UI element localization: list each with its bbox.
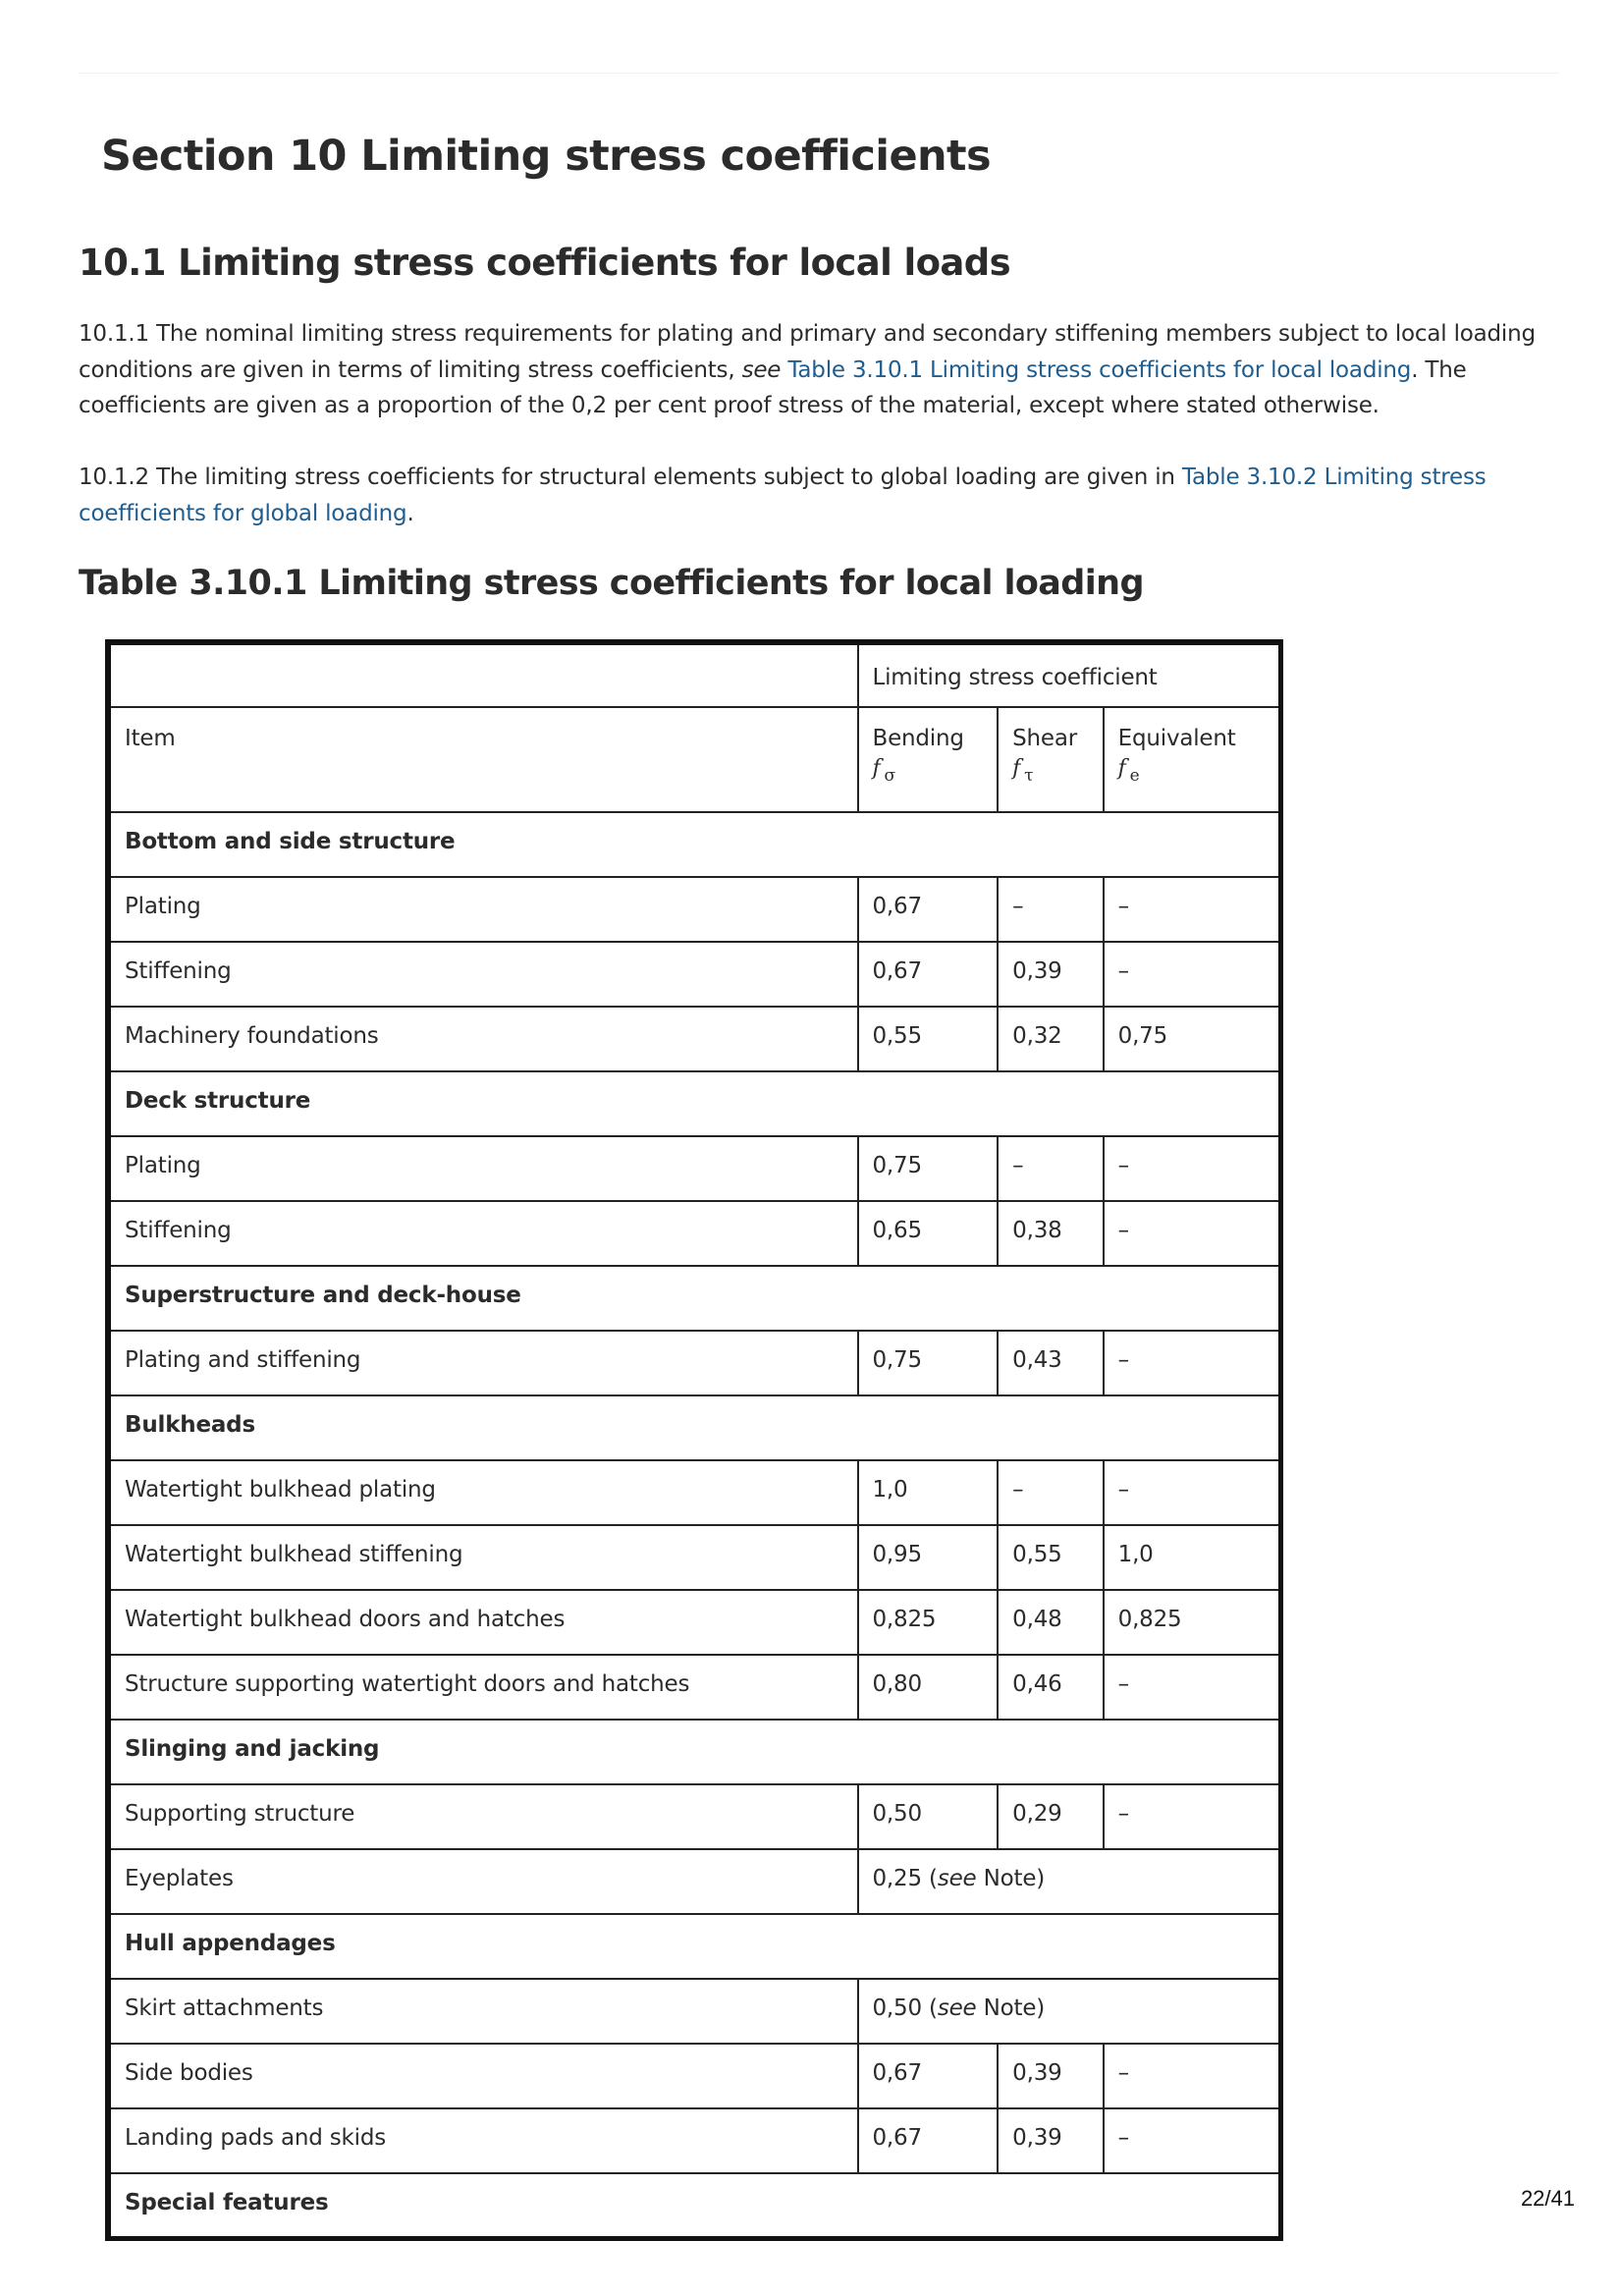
subsection-title: 10.1 Limiting stress coefficients for local loads bbox=[79, 242, 1011, 284]
paragraph-10-1-2 bbox=[79, 460, 1571, 531]
table-row bbox=[108, 942, 1281, 1007]
table-header-row-2 bbox=[108, 707, 1281, 812]
group-heading: Slinging and jacking bbox=[108, 1720, 1281, 1784]
para1-text-after: . The coefficients are given as a proportion of the 0,2 per cent proof stress of the material, except where stated otherwise. bbox=[79, 356, 1467, 418]
equivalent-cell: – bbox=[1104, 1136, 1281, 1201]
equivalent-cell: 0,825 bbox=[1104, 1590, 1281, 1655]
equivalent-header bbox=[1104, 707, 1281, 812]
table-row bbox=[108, 1201, 1281, 1266]
group-row bbox=[108, 2173, 1281, 2238]
bending-label: Bending bbox=[872, 726, 964, 751]
note-word: Note bbox=[983, 1866, 1037, 1891]
item-cell: Plating and stiffening bbox=[108, 1331, 858, 1395]
merged-value: 0,50 bbox=[872, 1995, 922, 2021]
shear-cell: 0,29 bbox=[998, 1784, 1103, 1849]
table-row bbox=[108, 1136, 1281, 1201]
equivalent-symbol-f: f bbox=[1117, 756, 1126, 781]
item-cell: Plating bbox=[108, 877, 858, 942]
link-table-3-10-2[interactable]: Table 3.10.2 Limiting stress coefficients for global loading bbox=[79, 465, 1487, 526]
bending-cell: 0,80 bbox=[858, 1655, 999, 1720]
equivalent-cell: 1,0 bbox=[1104, 1525, 1281, 1590]
shear-cell: 0,39 bbox=[998, 2044, 1103, 2108]
equivalent-cell: – bbox=[1104, 1655, 1281, 1720]
table-row bbox=[108, 1460, 1281, 1525]
item-cell: Machinery foundations bbox=[108, 1007, 858, 1071]
shear-cell: 0,46 bbox=[998, 1655, 1103, 1720]
bending-cell: 0,67 bbox=[858, 2108, 999, 2173]
para2-text: 10.1.2 The limiting stress coefficients for structural elements subject to global loading are given in bbox=[79, 465, 1182, 490]
bending-symbol bbox=[873, 753, 984, 785]
equivalent-cell: – bbox=[1104, 2044, 1281, 2108]
table-header-row-1 bbox=[108, 642, 1281, 707]
item-cell: Skirt attachments bbox=[108, 1979, 858, 2044]
item-cell: Structure supporting watertight doors and hatches bbox=[108, 1655, 858, 1720]
bending-symbol-sub: σ bbox=[884, 766, 895, 786]
group-heading: Hull appendages bbox=[108, 1914, 1281, 1979]
group-header: Limiting stress coefficient bbox=[858, 642, 1281, 707]
equivalent-cell: – bbox=[1104, 1201, 1281, 1266]
table-row bbox=[108, 1784, 1281, 1849]
bending-cell: 0,75 bbox=[858, 1136, 999, 1201]
equivalent-cell: – bbox=[1104, 1331, 1281, 1395]
bending-cell: 0,75 bbox=[858, 1331, 999, 1395]
link-table-3-10-1[interactable]: Table 3.10.1 Limiting stress coefficients for local loading bbox=[787, 356, 1412, 383]
item-cell: Plating bbox=[108, 1136, 858, 1201]
para1-text: 10.1.1 The nominal limiting stress requirements for plating and primary and secondary stiffening members subject to local loading conditions are given in terms of limiting stress coefficients, bbox=[79, 321, 1536, 383]
group-row bbox=[108, 812, 1281, 877]
bending-cell: 0,65 bbox=[858, 1201, 999, 1266]
shear-cell: 0,55 bbox=[998, 1525, 1103, 1590]
limiting-stress-table bbox=[105, 639, 1283, 2241]
item-cell: Stiffening bbox=[108, 1201, 858, 1266]
item-cell: Watertight bulkhead stiffening bbox=[108, 1525, 858, 1590]
group-row bbox=[108, 1266, 1281, 1331]
paragraph-10-1-1 bbox=[79, 316, 1571, 424]
bending-cell: 0,825 bbox=[858, 1590, 999, 1655]
bending-cell: 0,67 bbox=[858, 2044, 999, 2108]
bending-cell: 0,67 bbox=[858, 877, 999, 942]
bending-header bbox=[858, 707, 999, 812]
bending-cell: 0,67 bbox=[858, 942, 999, 1007]
group-heading: Special features bbox=[108, 2173, 1281, 2238]
equivalent-cell: – bbox=[1104, 942, 1281, 1007]
shear-cell: 0,43 bbox=[998, 1331, 1103, 1395]
item-cell: Watertight bulkhead doors and hatches bbox=[108, 1590, 858, 1655]
equivalent-cell: – bbox=[1104, 2108, 1281, 2173]
group-row bbox=[108, 1720, 1281, 1784]
group-heading: Deck structure bbox=[108, 1071, 1281, 1136]
para1-see: see bbox=[741, 356, 782, 383]
merged-value-cell: 0,25 (see Note) bbox=[858, 1849, 1281, 1914]
merged-value: 0,25 bbox=[872, 1866, 922, 1891]
table-row bbox=[108, 1849, 1281, 1914]
note-word: Note bbox=[983, 1995, 1037, 2021]
merged-value-cell: 0,50 (see Note) bbox=[858, 1979, 1281, 2044]
item-cell: Eyeplates bbox=[108, 1849, 858, 1914]
equivalent-cell: – bbox=[1104, 877, 1281, 942]
shear-header bbox=[998, 707, 1103, 812]
item-cell: Side bodies bbox=[108, 2044, 858, 2108]
table-row bbox=[108, 2108, 1281, 2173]
item-cell: Watertight bulkhead plating bbox=[108, 1460, 858, 1525]
bending-cell: 0,50 bbox=[858, 1784, 999, 1849]
shear-symbol-f: f bbox=[1012, 756, 1021, 781]
table-row bbox=[108, 1331, 1281, 1395]
equivalent-label: Equivalent bbox=[1117, 726, 1236, 751]
table-row bbox=[108, 1655, 1281, 1720]
table-row bbox=[108, 2044, 1281, 2108]
group-heading: Superstructure and deck-house bbox=[108, 1266, 1281, 1331]
item-cell: Supporting structure bbox=[108, 1784, 858, 1849]
table-title: Table 3.10.1 Limiting stress coefficients for local loading bbox=[79, 564, 1144, 603]
table-row bbox=[108, 1007, 1281, 1071]
top-rule bbox=[79, 73, 1559, 74]
para2-text-after: . bbox=[406, 500, 414, 526]
page-number: 22/41 bbox=[1520, 2186, 1575, 2211]
see-word: see bbox=[937, 1866, 977, 1891]
item-header: Item bbox=[108, 707, 858, 812]
shear-cell: – bbox=[998, 877, 1103, 942]
shear-symbol bbox=[1012, 753, 1088, 785]
group-heading: Bulkheads bbox=[108, 1395, 1281, 1460]
table-row bbox=[108, 1525, 1281, 1590]
equivalent-cell: – bbox=[1104, 1784, 1281, 1849]
shear-label: Shear bbox=[1012, 726, 1078, 751]
shear-symbol-sub: τ bbox=[1024, 766, 1034, 786]
equivalent-cell: – bbox=[1104, 1460, 1281, 1525]
group-row bbox=[108, 1071, 1281, 1136]
equivalent-symbol bbox=[1118, 753, 1265, 785]
item-cell: Stiffening bbox=[108, 942, 858, 1007]
equivalent-cell: 0,75 bbox=[1104, 1007, 1281, 1071]
shear-cell: 0,32 bbox=[998, 1007, 1103, 1071]
bending-cell: 0,55 bbox=[858, 1007, 999, 1071]
shear-cell: 0,39 bbox=[998, 2108, 1103, 2173]
bending-cell: 0,95 bbox=[858, 1525, 999, 1590]
table-row bbox=[108, 877, 1281, 942]
shear-cell: 0,39 bbox=[998, 942, 1103, 1007]
table-body bbox=[108, 642, 1281, 2238]
table-row bbox=[108, 1590, 1281, 1655]
section-title: Section 10 Limiting stress coefficients bbox=[101, 132, 991, 181]
shear-cell: – bbox=[998, 1136, 1103, 1201]
item-cell: Landing pads and skids bbox=[108, 2108, 858, 2173]
empty-header-cell bbox=[108, 642, 858, 707]
shear-cell: – bbox=[998, 1460, 1103, 1525]
group-row bbox=[108, 1395, 1281, 1460]
see-word: see bbox=[937, 1995, 977, 2021]
equivalent-symbol-sub: e bbox=[1129, 766, 1140, 786]
bending-cell: 1,0 bbox=[858, 1460, 999, 1525]
group-heading: Bottom and side structure bbox=[108, 812, 1281, 877]
group-row bbox=[108, 1914, 1281, 1979]
table-row bbox=[108, 1979, 1281, 2044]
bending-symbol-f: f bbox=[872, 756, 881, 781]
shear-cell: 0,48 bbox=[998, 1590, 1103, 1655]
shear-cell: 0,38 bbox=[998, 1201, 1103, 1266]
